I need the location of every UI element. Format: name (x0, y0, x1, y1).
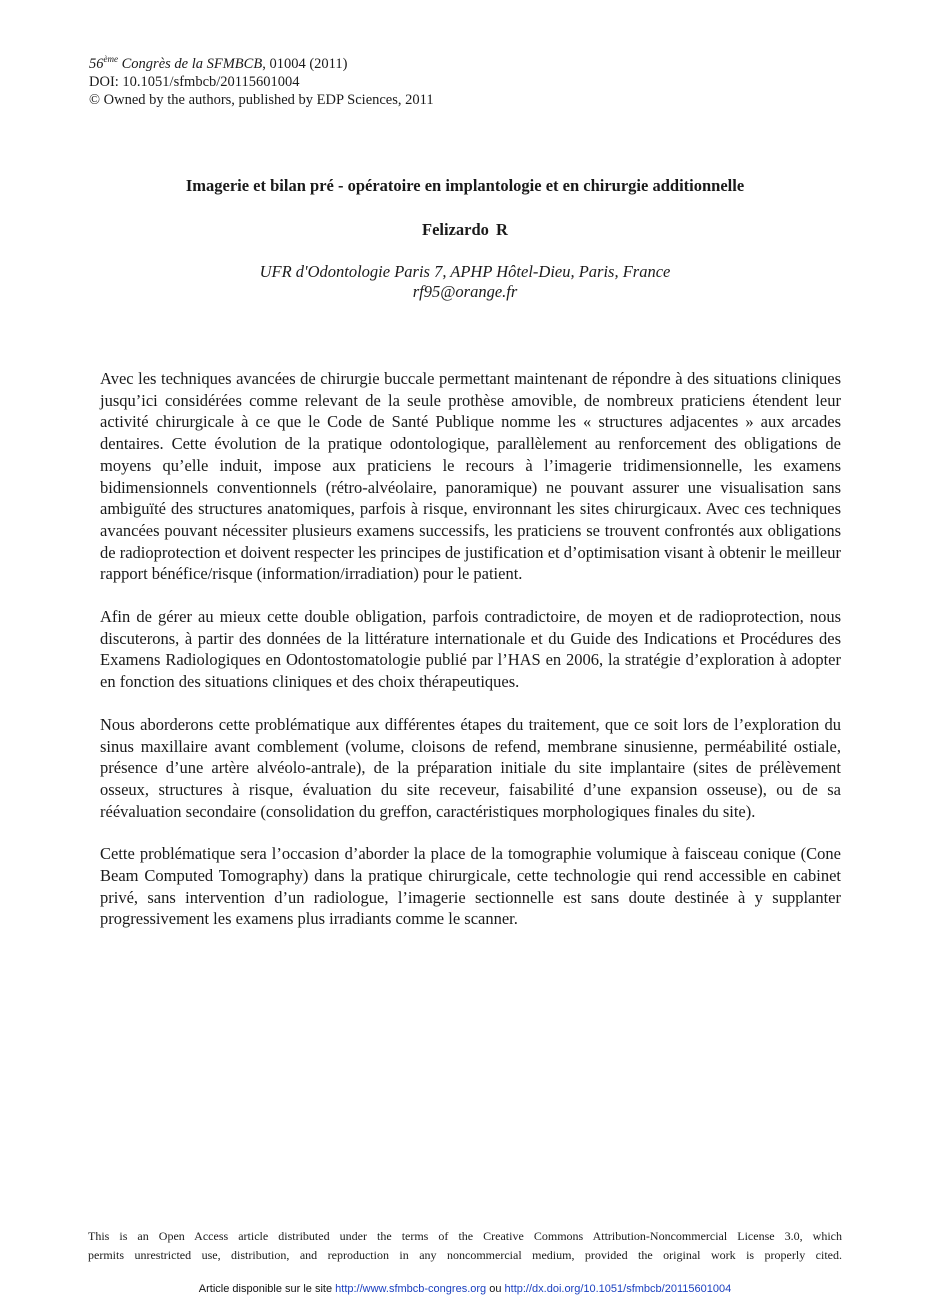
affiliation-block (60, 262, 870, 302)
author-name: Felizardo R (422, 220, 508, 239)
conference-number-suffix: ème (103, 54, 118, 64)
availability-footer (0, 1283, 930, 1295)
congress-website-link[interactable]: http://www.sfmbcb-congres.org (335, 1283, 487, 1295)
footer-middle: ou (486, 1283, 505, 1295)
conference-reference: , 01004 (2011) (262, 55, 348, 72)
conference-name: Congrès de la SFMBCB (118, 55, 263, 72)
conference-line (89, 50, 434, 73)
footer-prefix: Article disponible sur le site (198, 1283, 336, 1295)
article-body (100, 368, 841, 951)
doi-line: DOI: 10.1051/sfmbcb/20115601004 (89, 73, 300, 90)
license-line: This is an Open Access article distributed under the terms of the Creative Commons Attribution-Noncommercial License 3.0, which (88, 1229, 842, 1243)
paragraph: Nous aborderons cette problématique aux différentes étapes du traitement, que ce soit lors de l’exploration du sinus maxillaire avant comblement (volume, cloisons de refend, membrane sinusienne, perméabilité ostiale, présence d’une artère alvéolo-antrale), de la préparation initiale du site implantaire (sites de prélèvement osseux, structures à risque, évaluation du site receveur, faisabilité d’une expansion osseuse), ou de sa réévaluation secondaire (consolidation du greffon, caractéristiques morphologiques finales du site). (100, 714, 841, 821)
paragraph: Avec les techniques avancées de chirurgie buccale permettant maintenant de répondre à des situations cliniques jusqu’ici considérées comme relevant de la seule prothèse amovible, de nombreux praticiens étendent leur activité chirurgicale à ce que le Code de Santé Publique nomme les « structures adjacentes » aux arcades dentaires. Cette évolution de la pratique odontologique, parallèlement au renforcement des obligations de moyens qu’elle induit, impose aux praticiens le recours à l’imagerie tridimensionnelle, les examens bidimensionnels conventionnels (rétro-alvéolaire, panoramique) ne pouvant assurer une visualisation sans ambiguïté des structures anatomiques, parfois à risque, environnant les sites chirurgicaux. Avec ces techniques avancées pouvant nécessiter plusieurs examens successifs, les praticiens se trouvent confrontés aux obligations de radioprotection et doivent respecter les principes de justification et d’optimisation visant à obtenir le meilleur rapport bénéfice/risque (information/irradiation) pour le patient. (100, 369, 841, 584)
copyright-line: © Owned by the authors, published by EDP Sciences, 2011 (89, 91, 434, 108)
paragraph: Afin de gérer au mieux cette double obligation, parfois contradictoire, de moyen et de radioprotection, nous discuterons, à partir des données de la littérature internationale et du Guide des Indications et Procédures des Examens Radiologiques en Odontostomatologie publié par l’HAS en 2006, la stratégie d’exploration à adopter en fonction des situations cliniques et des choix thérapeutiques. (100, 607, 841, 692)
license-notice (88, 1227, 842, 1265)
doi-link[interactable]: http://dx.doi.org/10.1051/sfmbcb/20115601004 (504, 1283, 732, 1295)
conference-number: 56 (89, 55, 104, 72)
license-line: permits unrestricted use, distribution, and reproduction in any noncommercial medium, provided the original work is properly cited. (88, 1248, 842, 1262)
affiliation: UFR d'Odontologie Paris 7, APHP Hôtel-Dieu, Paris, France (259, 262, 671, 281)
author-email: rf95@orange.fr (412, 282, 518, 301)
paragraph: Cette problématique sera l’occasion d’aborder la place de la tomographie volumique à faisceau conique (Cone Beam Computed Tomography) dans la pratique chirurgicale, cette technologie qui rend accessible en cabinet privé, sans intervention d’un radiologue, l’imagerie sectionnelle est sans doute destinée à y supplanter progressivement les examens plus irradiants comme le scanner. (100, 844, 841, 929)
article-title: Imagerie et bilan pré - opératoire en implantologie et en chirurgie additionnelle (185, 176, 745, 195)
page-header (89, 50, 434, 109)
